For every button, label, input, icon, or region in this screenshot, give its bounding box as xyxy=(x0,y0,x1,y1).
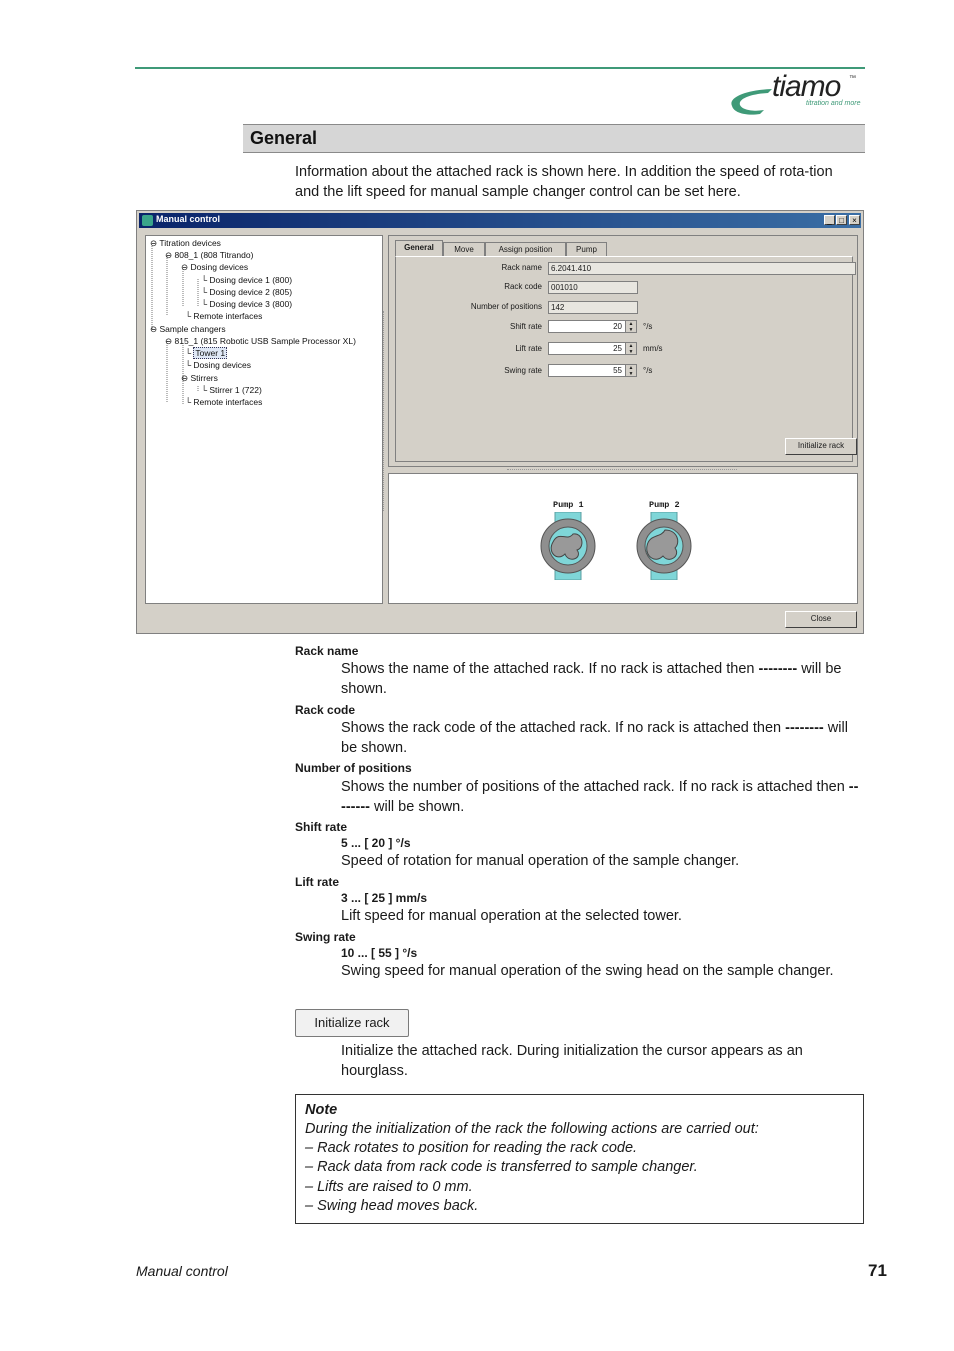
rack-name-field: 6.2041.410 xyxy=(548,262,856,275)
tree-label: Dosing device 3 (800) xyxy=(209,299,293,309)
pump-2-icon xyxy=(635,512,695,580)
initialize-rack-button-large[interactable]: Initialize rack xyxy=(295,1009,409,1037)
tree-item-titration-devices[interactable]: ⊖ Titration devices xyxy=(150,238,221,248)
desc-rack-code xyxy=(341,719,861,758)
desc-shift-rate: Speed of rotation for manual operation of the sample changer. xyxy=(341,853,740,869)
swing-rate-label: Swing rate xyxy=(504,366,542,375)
note-line: – Swing head moves back. xyxy=(305,1198,479,1214)
lift-rate-spinner[interactable]: ▲ ▼ xyxy=(625,342,637,355)
tree-item-815[interactable]: ⊖ 815_1 (815 Robotic USB Sample Processor XL) xyxy=(165,336,356,346)
rack-name-label: Rack name xyxy=(501,263,542,272)
tree-item-remote-interfaces-2[interactable]: └ Remote interfaces xyxy=(185,397,263,407)
rack-code-field: 001010 xyxy=(548,281,638,294)
note-line: – Rack data from rack code is transferred to sample changer. xyxy=(305,1159,698,1175)
range-shift-rate: 5 ... [ 20 ] °/s xyxy=(341,836,411,850)
tree-item-808[interactable]: ⊖ 808_1 (808 Titrando) xyxy=(165,250,254,260)
page-number: 71 xyxy=(868,1261,887,1280)
term-shift-rate: Shift rate xyxy=(295,820,348,834)
tab-pump[interactable]: Pump xyxy=(566,242,607,256)
swing-rate-unit: °/s xyxy=(643,366,653,375)
dialog-titlebar xyxy=(139,213,861,228)
tree-item-stirrers[interactable]: ⊖ Stirrers xyxy=(181,373,218,383)
positions-field: 142 xyxy=(548,301,638,314)
tab-panel xyxy=(388,235,858,467)
initialize-rack-button[interactable]: Initialize rack xyxy=(785,438,857,455)
desc-text: will be shown. xyxy=(369,798,465,815)
tree-label: Stirrers xyxy=(190,373,218,383)
section-title: General xyxy=(250,128,318,148)
tree-label: Sample changers xyxy=(159,324,226,334)
tab-move[interactable]: Move xyxy=(443,242,485,256)
desc-text: will be shown. xyxy=(341,720,848,756)
desc-text: Shows the rack code of the attached rack. If no rack is attached then xyxy=(341,720,786,736)
term-lift-rate: Lift rate xyxy=(295,875,340,889)
desc-dashes: -------- xyxy=(785,720,824,736)
shift-rate-spinner[interactable]: ▲ ▼ xyxy=(625,320,637,333)
tree-item-dosing-device-2[interactable]: └ Dosing device 2 (805) xyxy=(201,287,293,297)
term-positions: Number of positions xyxy=(295,761,412,775)
dialog-title: Manual control xyxy=(156,214,221,224)
tree-item-remote-interfaces[interactable]: └ Remote interfaces xyxy=(185,311,263,321)
header-rule xyxy=(135,67,865,69)
swing-rate-input[interactable]: 55 xyxy=(548,364,626,377)
tab-assign-position[interactable]: Assign position xyxy=(485,242,566,256)
tree-label-selected: Tower 1 xyxy=(195,348,226,358)
intro-paragraph: Information about the attached rack is shown here. In addition the speed of rota-tion and the lift speed for manual sample changer control can be set here. xyxy=(295,164,833,200)
manual-control-dialog xyxy=(136,210,864,634)
lift-rate-input[interactable]: 25 xyxy=(548,342,626,355)
note-line: During the initialization of the rack the following actions are carried out: xyxy=(305,1121,759,1137)
desc-swing-rate: Swing speed for manual operation of the swing head on the sample changer. xyxy=(341,963,834,979)
tree-item-dosing-device-3[interactable]: └ Dosing device 3 (800) xyxy=(201,299,293,309)
minimize-button[interactable]: _ xyxy=(824,215,835,225)
horizontal-splitter[interactable] xyxy=(507,469,737,470)
lift-rate-label: Lift rate xyxy=(515,344,542,353)
tree-label: Dosing devices xyxy=(190,262,249,272)
tab-general[interactable]: General xyxy=(395,240,443,257)
term-rack-name: Rack name xyxy=(295,644,359,658)
desc-dashes: -------- xyxy=(341,779,859,815)
pump-panel xyxy=(388,473,858,604)
shift-rate-label: Shift rate xyxy=(509,322,542,331)
tree-label: 808_1 (808 Titrando) xyxy=(174,250,254,260)
tree-label: Dosing devices xyxy=(193,360,252,370)
tree-label: Dosing device 2 (805) xyxy=(209,287,293,297)
note-line: – Rack rotates to position for reading the rack code. xyxy=(305,1140,638,1156)
desc-rack-name xyxy=(341,660,861,699)
section-heading xyxy=(243,124,865,153)
desc-dashes: -------- xyxy=(758,661,798,677)
tree-label: Titration devices xyxy=(159,238,221,248)
device-tree[interactable] xyxy=(145,235,383,604)
logo-tagline: titration and more xyxy=(806,100,861,107)
tree-item-dosing-device-1[interactable]: └ Dosing device 1 (800) xyxy=(201,275,293,285)
desc-text: Shows the number of positions of the attached rack. If no rack is attached then xyxy=(341,779,849,795)
range-swing-rate: 10 ... [ 55 ] °/s xyxy=(341,946,418,960)
term-rack-code: Rack code xyxy=(295,703,356,717)
swing-rate-spinner[interactable]: ▲ ▼ xyxy=(625,364,637,377)
tree-label: Stirrer 1 (722) xyxy=(209,385,262,395)
note-box xyxy=(295,1094,864,1224)
logo-wordmark: tiamo xyxy=(772,70,841,103)
logo-trademark: ™ xyxy=(849,75,856,82)
positions-label: Number of positions xyxy=(470,302,542,311)
tree-item-sample-changers[interactable]: ⊖ Sample changers xyxy=(150,324,226,334)
tree-label: Dosing device 1 (800) xyxy=(209,275,293,285)
general-tab-body xyxy=(395,256,853,462)
app-icon xyxy=(142,215,153,226)
note-title: Note xyxy=(305,1102,338,1118)
pump-1-icon xyxy=(539,512,599,580)
pump-1-label: Pump 1 xyxy=(553,500,584,510)
tree-item-dosing-devices[interactable]: ⊖ Dosing devices xyxy=(181,262,249,272)
desc-text: Shows the name of the attached rack. If no rack is attached then xyxy=(341,661,759,677)
lift-rate-unit: mm/s xyxy=(643,344,663,353)
close-window-button[interactable]: × xyxy=(849,215,860,225)
note-line: – Lifts are raised to 0 mm. xyxy=(305,1179,473,1195)
term-swing-rate: Swing rate xyxy=(295,930,356,944)
tree-item-stirrer-1[interactable]: └ Stirrer 1 (722) xyxy=(201,385,262,395)
tree-label: 815_1 (815 Robotic USB Sample Processor XL) xyxy=(174,336,356,346)
desc-lift-rate: Lift speed for manual operation at the selected tower. xyxy=(341,908,682,924)
shift-rate-unit: °/s xyxy=(643,322,653,331)
tree-item-dosing-devices-2[interactable]: └ Dosing devices xyxy=(185,360,252,370)
range-lift-rate: 3 ... [ 25 ] mm/s xyxy=(341,891,428,905)
tree-label: Remote interfaces xyxy=(193,311,263,321)
shift-rate-input[interactable]: 20 xyxy=(548,320,626,333)
desc-text: will be shown. xyxy=(341,661,842,697)
tree-label: Remote interfaces xyxy=(193,397,263,407)
tree-item-tower-1[interactable]: └ Tower 1 xyxy=(185,348,226,358)
desc-initialize-rack: Initialize the attached rack. During initialization the cursor appears as an hourglass. xyxy=(341,1043,803,1079)
tiamo-logo xyxy=(724,72,869,118)
close-button[interactable]: Close xyxy=(785,611,857,628)
desc-positions xyxy=(341,778,861,817)
maximize-button[interactable]: □ xyxy=(836,215,847,225)
footer-chapter: Manual control xyxy=(136,1263,228,1279)
rack-code-label: Rack code xyxy=(504,282,542,291)
pump-2-label: Pump 2 xyxy=(649,500,680,510)
